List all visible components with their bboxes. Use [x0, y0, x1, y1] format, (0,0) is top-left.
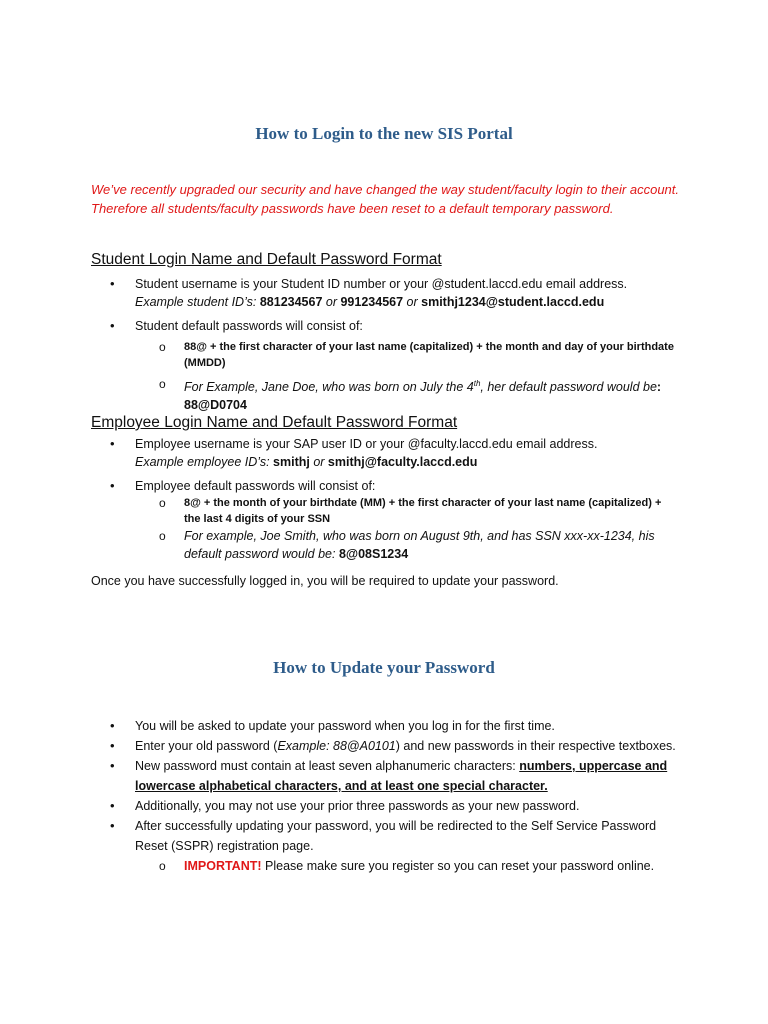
intro-notice [91, 180, 679, 218]
employee-password-item [108, 477, 678, 563]
update-important-item: o IMPORTANT! Please make sure you register so you can reset your password online. [159, 856, 678, 876]
employee-username-item [108, 435, 678, 471]
student-example-or-2: or [403, 295, 422, 309]
update-list [108, 716, 678, 876]
login-title: How to Login to the new SIS Portal [255, 124, 513, 143]
update-title: How to Update your Password [273, 658, 495, 677]
update-item-4: • Additionally, you may not use your prior three passwords as your new password. [108, 796, 678, 816]
employee-example-id-2: smithj@faculty.laccd.edu [327, 455, 478, 469]
student-example-label: Example student ID’s: [135, 295, 260, 309]
student-password-format: o 88@ + the first character of your last name (capitalized) + the month and day of your birthdate (MMDD) [159, 339, 678, 371]
student-password-sublist [159, 339, 678, 414]
student-heading: Student Login Name and Default Password Format [91, 251, 442, 268]
update-item-5: • After successfully updating your password, you will be redirected to the Self Service Password Reset (SSPR) registration page. o IMPORTANT! Please make sure you register so you can reset your password online. [108, 816, 678, 876]
update-item-2: • Enter your old password (Example: 88@A0101) and new passwords in their respective textboxes. [108, 736, 678, 756]
student-example-id-3: smithj1234@student.laccd.edu [421, 295, 605, 309]
employee-password-sublist [159, 495, 678, 563]
student-username-text: Student username is your Student ID number or your @student.laccd.edu email address. [135, 277, 628, 291]
important-label: IMPORTANT! [184, 859, 262, 873]
employee-heading: Employee Login Name and Default Password Format [91, 414, 458, 431]
student-username-item [108, 275, 678, 311]
employee-username-text: Employee username is your SAP user ID or your @faculty.laccd.edu email address. [135, 437, 598, 451]
employee-example-password: 8@08S1234 [338, 547, 409, 561]
intro-line-1: We’ve recently upgraded our security and have changed the way student/faculty login to their account. [91, 182, 680, 197]
student-example-password: 88@D0704 [184, 398, 247, 413]
employee-password-format: o 8@ + the month of your birthdate (MM) + the first character of your last name (capitalized) + the last 4 digits of your SSN [159, 495, 678, 527]
logged-in-note: Once you have successfully logged in, you will be required to update your password. [91, 574, 559, 588]
employee-example-label: Example employee ID’s: [135, 455, 274, 469]
employee-list [108, 435, 678, 563]
student-password-example: o For Example, Jane Doe, who was born on July the 4th, her default password would be: 88@D0704 [159, 375, 678, 414]
student-password-item [108, 317, 678, 414]
update-item-3: • New password must contain at least seven alphanumeric characters: numbers, uppercase and lowercase alphabetical characters, and at least one special character. [108, 756, 678, 796]
employee-example-or: or [309, 455, 328, 469]
student-example-id-1: 881234567 [259, 295, 323, 309]
employee-example-id-1: smithj [273, 455, 310, 469]
student-password-text: Student default passwords will consist of: [135, 319, 363, 333]
student-example-id-2: 991234567 [340, 295, 404, 309]
employee-password-example: o For example, Joe Smith, who was born on August 9th, and has SSN xxx-xx-1234, his default password would be: 8@08S1234 [159, 527, 678, 563]
intro-line-2: Therefore all students/faculty passwords have been reset to a default temporary password. [91, 201, 614, 216]
student-list [108, 275, 678, 414]
employee-password-text: Employee default passwords will consist of: [135, 479, 376, 493]
update-item-1: • You will be asked to update your password when you log in for the first time. [108, 716, 678, 736]
update-sublist [159, 856, 678, 876]
student-example-or-1: or [322, 295, 341, 309]
